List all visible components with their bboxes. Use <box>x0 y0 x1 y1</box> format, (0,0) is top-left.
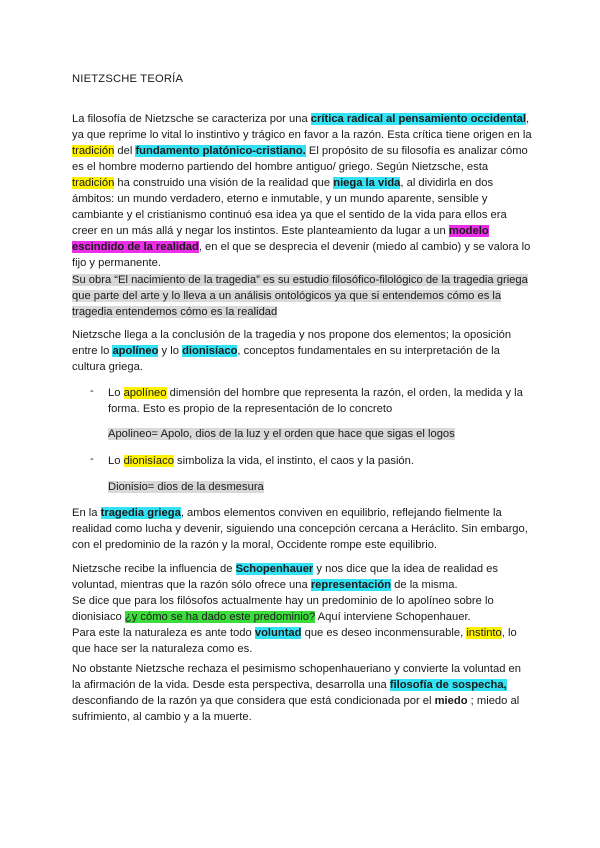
text: , conceptos fundamentales en su interpretación de la cultura griega. <box>72 345 500 373</box>
highlight-niega-vida: niega la vida <box>333 177 401 189</box>
highlight-question: ¿y cómo se ha dado este predominio? <box>124 611 316 623</box>
highlight-dionisiaco-item: dionisíaco <box>123 455 174 467</box>
text: En la <box>72 507 101 519</box>
text: , ya que reprime lo vital lo instintivo y trágico en favor a la razón. Esta crítica tiene origen en la <box>72 113 532 141</box>
text: y lo <box>158 345 183 357</box>
highlight-instinto: instinto <box>466 627 502 639</box>
text: del <box>114 145 136 157</box>
paragraph-schopenhauer <box>72 561 532 657</box>
text: y nos dice que la idea de realidad es voluntad, mientras que la razón sólo ofrece una <box>72 563 499 591</box>
text: Lo <box>108 455 124 467</box>
highlight-tradicion: tradición <box>72 145 115 157</box>
highlight-apolineo-item: apolíneo <box>123 387 167 399</box>
text: simboliza la vida, el instinto, el caos y la pasión. <box>173 455 414 467</box>
text: de la misma. <box>391 579 458 591</box>
highlight-fundamento: fundamento platónico-cristiano. <box>135 145 306 157</box>
paragraph-conclusion <box>72 327 532 375</box>
paragraph-intro <box>72 111 532 271</box>
text: , al dividirla en dos ámbitos: un mundo verdadero, eterno e inmutable, y un mundo aparente, sensible y cambiante y el cristianismo continuó esa idea ya que el sentido de la vida para ellos era creer en un más allá y negar los instintos. Este planteamiento da lugar a un <box>72 177 507 237</box>
document-title: NIETZSCHE TEORÍA <box>72 73 184 85</box>
bold-miedo: miedo <box>434 695 468 707</box>
highlight-filosofia-sospecha: filosofía de sospecha, <box>389 679 507 691</box>
note-apolo <box>108 426 532 442</box>
text: Lo <box>108 387 124 399</box>
list-item-apolineo <box>108 385 532 417</box>
highlight-note-apolo: Apolineo= Apolo, dios de la luz y el orden que hace que sigas el logos <box>108 428 455 440</box>
paragraph-tragedia <box>72 272 532 320</box>
text: El propósito de su filosofía es analizar cómo es el hombre moderno partiendo del hombre antiguo/ griego. Según Nietzsche, esta <box>72 145 528 173</box>
bullet-dash: - <box>90 385 94 397</box>
highlight-representacion: representación <box>310 579 392 591</box>
note-dionisio <box>108 479 532 495</box>
text: , lo que hace ser la naturaleza como es. <box>72 627 517 655</box>
highlight-tragedia-griega: tragedia griega <box>100 507 181 519</box>
highlight-dionisiaco: dionisíaco <box>182 345 238 357</box>
text: dimensión del hombre que representa la razón, el orden, la medida y la forma. Esto es propio de la representación de lo concreto <box>108 387 523 415</box>
highlight-critica: crítica radical al pensamiento occidental <box>310 113 526 125</box>
text: La filosofía de Nietzsche se caracteriza por una <box>72 113 311 125</box>
highlight-tradicion-2: tradición <box>72 177 115 189</box>
highlight-note-dionisio: Dionisio= dios de la desmesura <box>108 481 264 493</box>
text: ha construido una visión de la realidad que <box>114 177 334 189</box>
highlight-voluntad: voluntad <box>254 627 302 639</box>
highlight-nacimiento-tragedia: Su obra “El nacimiento de la tragedia” es su estudio filosófico-filológico de la tragedia griega que parte del arte y lo lleva a un análisis ontológicos ya que si entendemos cómo es la tragedia entendemos cómo es la realidad <box>72 274 528 318</box>
text: Para este la naturaleza es ante todo <box>72 627 255 639</box>
text: No obstante Nietzsche rechaza el pesimismo schopenhaueriano y convierte la voluntad en la afirmación de la vida. Desde esta perspectiva, desarrolla una <box>72 663 522 691</box>
paragraph-sospecha <box>72 661 532 725</box>
paragraph-tragedia-griega <box>72 505 532 553</box>
text: Nietzsche recibe la influencia de <box>72 563 236 575</box>
bullet-dash: - <box>90 453 94 465</box>
text: Nietzsche llega a la conclusión de la tragedia y nos propone dos elementos; la oposición entre lo <box>72 329 512 357</box>
list-item-dionisiaco <box>108 453 532 469</box>
text: que es deseo inconmensurable, <box>301 627 467 639</box>
text: ; miedo al sufrimiento, al cambio y a la muerte. <box>72 695 520 723</box>
highlight-apolineo: apolíneo <box>112 345 159 357</box>
text: , en el que se desprecia el devenir (miedo al cambio) y se valora lo fijo y permanente. <box>72 241 531 269</box>
highlight-schopenhauer: Schopenhauer <box>235 563 314 575</box>
text: , ambos elementos conviven en equilibrio, reflejando fielmente la realidad como lucha y devenir, siguiendo una concepción cercana a Heráclito. Sin embargo, con el predominio de la razón y la moral, Occidente rompe este equilibrio. <box>72 507 528 551</box>
text: Aquí interviene Schopenhauer. <box>315 611 471 623</box>
highlight-modelo-escindido: modelo escindido de la realidad <box>72 225 489 253</box>
text: Se dice que para los filósofos actualmente hay un predominio de lo apolíneo sobre lo dionisiaco <box>72 595 494 623</box>
text: desconfiando de la razón ya que considera que está condicionada por el <box>72 695 435 707</box>
